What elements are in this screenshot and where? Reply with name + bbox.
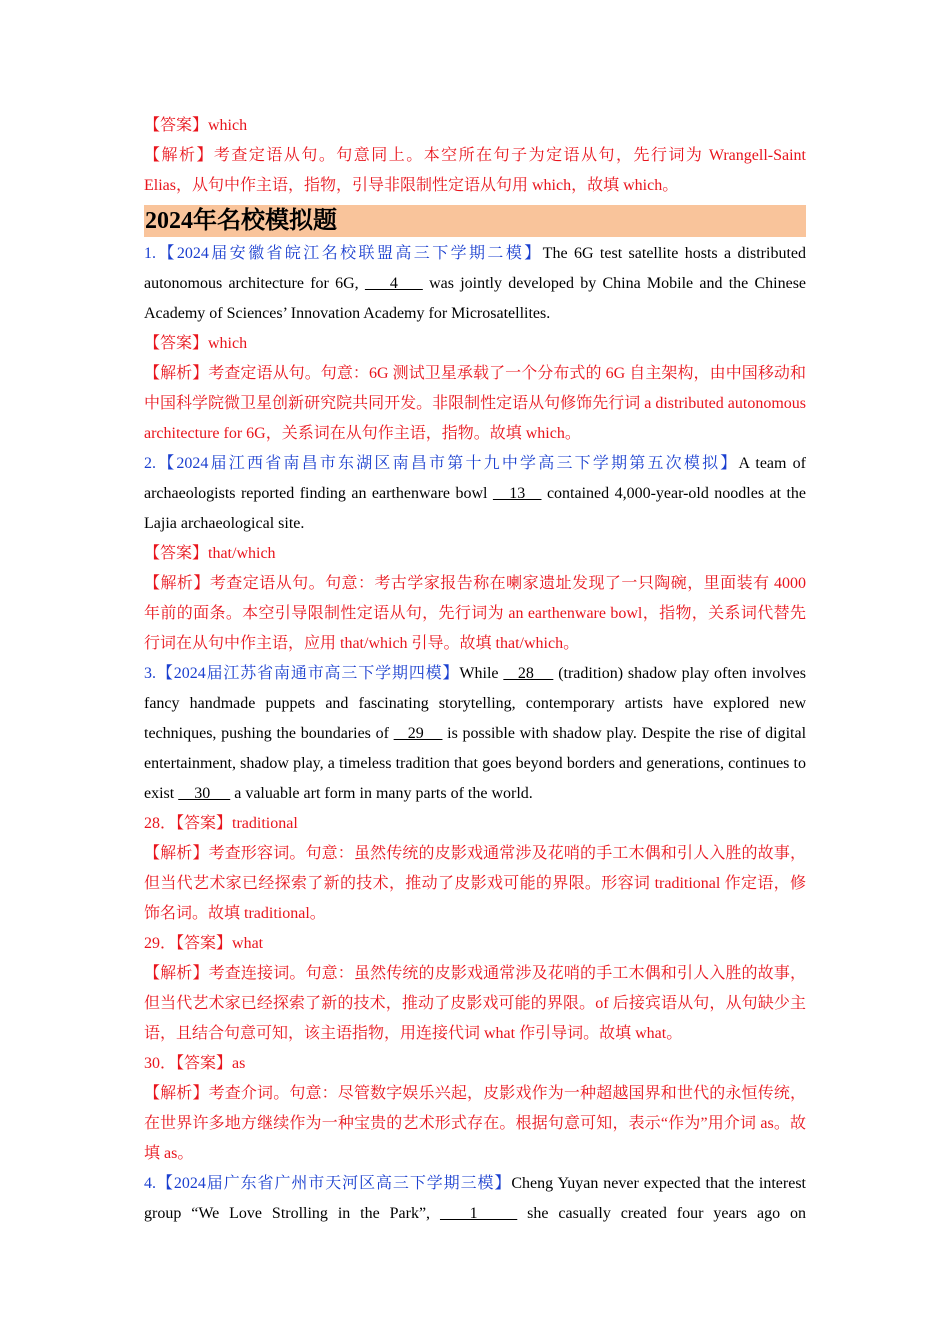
question-4 — [144, 1169, 806, 1229]
blank-4: 4 — [364, 275, 423, 292]
analysis-paragraph: 【解析】考查定语从句。句意：6G 测试卫星承载了一个分布式的 6G 自主架构，由中国移动和中国科学院微卫星创新研究院共同开发。非限制性定语从句修饰先行词 a distributed autonomous architecture for 6G，关系词在从句作主语，指物。故填 which。 — [144, 365, 806, 442]
analysis-paragraph: 【解析】考查定语从句。句意同上。本空所在句子为定语从句，先行词为 Wrangell-Saint Elias，从句中作主语，指物，引导非限制性定语从句用 which，故填 which。 — [144, 147, 806, 194]
analysis-paragraph: 【解析】考查形容词。句意：虽然传统的皮影戏通常涉及花哨的手工木偶和引人入胜的故事，但当代艺术家已经探索了新的技术，推动了皮影戏可能的界限。形容词 traditional 作定语，修饰名词。故填 traditional。 — [144, 845, 806, 922]
question-text: a valuable art form in many parts of the world. — [234, 785, 533, 802]
question-number: 3. — [144, 665, 156, 682]
answer-number: 28． — [144, 815, 177, 832]
question-text: (tradition) shadow play often involves fancy handmade puppets and fascinating storytelling, contemporary artists have explored new techniques, pushing the boundaries of — [144, 665, 806, 742]
question-text: is possible with shadow play. Despite the rise of digital entertainment, shadow play, a timeless tradition that goes beyond borders and generations, continues to exist — [144, 725, 807, 802]
question-number: 2. — [144, 455, 156, 472]
blank-29: 29 — [393, 725, 443, 742]
answer-text: 【答案】as — [176, 1055, 246, 1072]
answer-line: 【答案】which — [144, 335, 248, 352]
question-source: 【2024届安徽省皖江名校联盟高三下学期二模】 — [156, 245, 543, 262]
question-number: 1. — [144, 245, 156, 262]
answer-29 — [144, 929, 806, 959]
question-source: 【2024届江西省南昌市东湖区南昌市第十九中学高三下学期第五次模拟】 — [156, 455, 739, 472]
analysis-paragraph: 【解析】考查介词。句意：尽管数字娱乐兴起，皮影戏作为一种超越国界和世代的永恒传统，在世界许多地方继续作为一种宝贵的艺术形式存在。根据句意可知，表示“作为”用介词 as。故填 as。 — [144, 1085, 806, 1162]
blank-28: 28 — [503, 665, 554, 682]
question-3 — [144, 659, 806, 809]
blank-13: 13 — [492, 485, 542, 502]
analysis-paragraph: 【解析】考查定语从句。句意：考古学家报告称在喇家遗址发现了一只陶碗，里面装有 4000 年前的面条。本空引导限制性定语从句，先行词为 an earthenware bowl，指物，关系词代替先行词在从句中作主语，应用 that/which 引导。故填 that/which。 — [144, 575, 806, 652]
question-text: Cheng Yuyan never expected that the interest group “We Love Strolling in the Park”, — [144, 1175, 806, 1222]
answer-text: 【答案】what — [176, 935, 264, 952]
question-source: 【2024届江苏省南通市高三下学期四模】 — [156, 665, 460, 682]
answer-number: 30． — [144, 1055, 177, 1072]
answer-text: 【答案】traditional — [176, 815, 298, 832]
question-text: contained 4,000-year-old noodles at the Lajia archaeological site. — [144, 485, 807, 532]
question-2 — [144, 449, 806, 539]
answer-30 — [144, 1049, 806, 1079]
question-1 — [144, 239, 806, 329]
section-heading: 2024年名校模拟题 — [144, 205, 806, 237]
answer-number: 29． — [144, 935, 177, 952]
answer-28 — [144, 809, 806, 839]
question-text: The 6G test satellite hosts a distributed autonomous architecture for 6G, — [144, 245, 806, 292]
answer-line: 【答案】that/which — [144, 545, 276, 562]
question-number: 4. — [144, 1175, 156, 1192]
question-text: she casually created four years ago on — [527, 1205, 807, 1222]
blank-1: 1 — [439, 1205, 518, 1222]
document-content — [144, 111, 806, 1229]
question-source: 【2024届广东省广州市天河区高三下学期三模】 — [156, 1175, 512, 1192]
blank-30: 30 — [178, 785, 231, 802]
answer-line: 【答案】which — [144, 117, 248, 134]
question-text: A team of archaeologists reported finding an earthenware bowl — [144, 455, 806, 502]
question-text: While — [459, 665, 499, 682]
analysis-paragraph: 【解析】考查连接词。句意：虽然传统的皮影戏通常涉及花哨的手工木偶和引人入胜的故事，但当代艺术家已经探索了新的技术，推动了皮影戏可能的界限。of 后接宾语从句，从句缺少主语，且结合句意可知，该主语指物，用连接代词 what 作引导词。故填 what。 — [144, 965, 806, 1042]
question-text: was jointly developed by China Mobile and the Chinese Academy of Sciences’ Innovation Academy for Microsatellites. — [144, 275, 807, 322]
